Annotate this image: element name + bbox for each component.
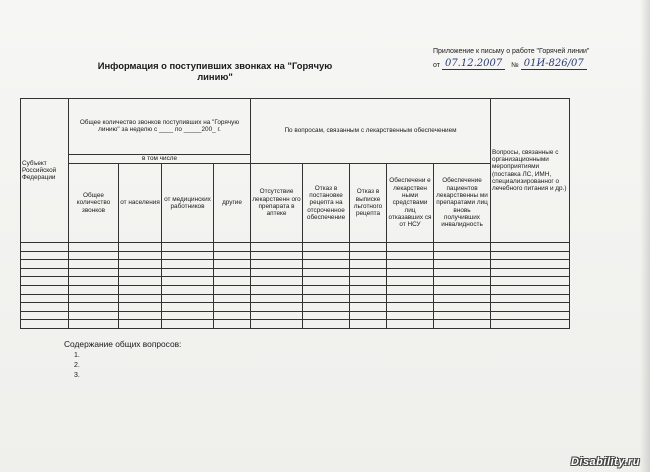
table-cell — [69, 320, 119, 329]
list-item: 3. — [74, 372, 80, 379]
general-questions-list — [74, 351, 80, 381]
header-sub-other: другие — [214, 163, 251, 242]
table-cell — [350, 243, 387, 252]
table-cell — [251, 303, 303, 312]
table-cell — [21, 268, 69, 277]
table-cell — [434, 243, 491, 252]
table-cell — [214, 268, 251, 277]
table-cell — [303, 243, 350, 252]
document-title: Информация о поступивших звонках на "Горячую линию" — [97, 60, 333, 82]
table-cell — [214, 294, 251, 303]
table-cell — [303, 260, 350, 269]
header-drug-nsu: Обеспечени е лекарствен ными средствами лиц отказавших ся от НСУ — [387, 163, 434, 242]
table-cell — [214, 243, 251, 252]
table-cell — [251, 294, 303, 303]
table-row — [21, 277, 570, 286]
appendix-date-number — [433, 59, 633, 70]
header-including: в том числе — [69, 154, 251, 163]
table-cell — [162, 320, 214, 329]
table-cell — [119, 251, 162, 260]
table-cell — [251, 251, 303, 260]
header-sub-medical: от медицинских работников — [162, 163, 214, 242]
handwritten-number: 01И-826/07 — [521, 59, 587, 70]
table-cell — [491, 303, 570, 312]
table-cell — [119, 243, 162, 252]
table-cell — [214, 311, 251, 320]
table-cell — [21, 294, 69, 303]
table-cell — [303, 286, 350, 295]
list-item: 1. — [74, 352, 80, 359]
table-cell — [162, 251, 214, 260]
table-cell — [119, 268, 162, 277]
table-cell — [251, 320, 303, 329]
table-cell — [303, 277, 350, 286]
table-cell — [491, 251, 570, 260]
table-cell — [251, 286, 303, 295]
table-cell — [119, 320, 162, 329]
header-sub-total: Общее количество звонков — [69, 163, 119, 242]
table-cell — [350, 294, 387, 303]
table-cell — [434, 251, 491, 260]
table-cell — [350, 260, 387, 269]
table-cell — [21, 303, 69, 312]
table-row — [21, 320, 570, 329]
table-cell — [214, 251, 251, 260]
table-cell — [491, 260, 570, 269]
table-cell — [162, 294, 214, 303]
table-cell — [162, 311, 214, 320]
table-cell — [434, 268, 491, 277]
table-cell — [162, 260, 214, 269]
table-cell — [21, 320, 69, 329]
list-item: 2. — [74, 362, 80, 369]
table-cell — [214, 277, 251, 286]
table-cell — [350, 311, 387, 320]
table-cell — [491, 320, 570, 329]
header-organizational: Вопросы, связанные с организационными мероприятиями (поставка ЛС, ИМН, специализированног о лечебного питания и др.) — [491, 99, 570, 243]
table-cell — [69, 294, 119, 303]
table-cell — [214, 320, 251, 329]
table-cell — [303, 311, 350, 320]
header-drug-disabled: Обеспечение пациентов лекарственны ми препаратами лиц вновь получивших инвалидность — [434, 163, 491, 242]
table-cell — [162, 303, 214, 312]
site-watermark: Disability.ru — [570, 456, 640, 468]
table-cell — [303, 251, 350, 260]
table-cell — [434, 277, 491, 286]
header-total-calls: Общее количество звонков поступивших на "Горячую линию" за неделю с ____ по _____200_ г. — [69, 99, 251, 155]
table-cell — [69, 311, 119, 320]
handwritten-date: 07.12.2007 — [442, 59, 505, 70]
table-cell — [119, 277, 162, 286]
table-row — [21, 286, 570, 295]
header-drug-refusal-prescription: Отказ в выписке льготного рецепта — [350, 163, 387, 242]
table-cell — [214, 260, 251, 269]
table-cell — [69, 243, 119, 252]
table-cell — [434, 303, 491, 312]
table-row — [21, 251, 570, 260]
table-cell — [119, 311, 162, 320]
general-questions-heading: Содержание общих вопросов: — [64, 339, 182, 349]
table-cell — [491, 311, 570, 320]
table-cell — [387, 268, 434, 277]
table-cell — [434, 294, 491, 303]
table-cell — [162, 268, 214, 277]
table-row — [21, 294, 570, 303]
header-subject: Субъект Российской Федерации — [21, 99, 69, 243]
table-cell — [69, 286, 119, 295]
table-cell — [251, 277, 303, 286]
table-cell — [162, 277, 214, 286]
table-cell — [491, 286, 570, 295]
table-cell — [119, 286, 162, 295]
table-cell — [69, 268, 119, 277]
table-cell — [21, 311, 69, 320]
table-cell — [21, 251, 69, 260]
table-cell — [387, 320, 434, 329]
table-cell — [350, 251, 387, 260]
table-cell — [387, 251, 434, 260]
table-row — [21, 260, 570, 269]
number-label: № — [511, 62, 519, 69]
table-cell — [303, 294, 350, 303]
table-cell — [350, 320, 387, 329]
table-cell — [119, 303, 162, 312]
table-cell — [387, 294, 434, 303]
appendix-line: Приложение к письму о работе "Горячей линии" — [433, 48, 590, 55]
table-cell — [350, 286, 387, 295]
table-cell — [303, 320, 350, 329]
table-cell — [434, 286, 491, 295]
table-cell — [21, 243, 69, 252]
from-label: от — [433, 62, 440, 69]
table-cell — [162, 286, 214, 295]
table-row — [21, 303, 570, 312]
table-cell — [387, 286, 434, 295]
table-cell — [214, 303, 251, 312]
table-cell — [69, 251, 119, 260]
table-cell — [350, 303, 387, 312]
table-cell — [21, 286, 69, 295]
table-cell — [387, 303, 434, 312]
header-drug-absence: Отсутствие лекарственн ого препарата в аптеке — [251, 163, 303, 242]
calls-table — [20, 98, 570, 329]
table-cell — [350, 268, 387, 277]
table-row — [21, 311, 570, 320]
table-cell — [434, 311, 491, 320]
table-cell — [69, 260, 119, 269]
table-cell — [21, 277, 69, 286]
table-cell — [251, 311, 303, 320]
header-sub-population: от населения — [119, 163, 162, 242]
table-cell — [251, 268, 303, 277]
table-cell — [303, 303, 350, 312]
table-cell — [350, 277, 387, 286]
appendix-note — [433, 47, 633, 70]
table-cell — [251, 260, 303, 269]
header-drug-supply: По вопросам, связанным с лекарственным обеспечением — [251, 99, 491, 164]
table-cell — [387, 311, 434, 320]
table-cell — [303, 268, 350, 277]
table-row — [21, 243, 570, 252]
table-cell — [491, 243, 570, 252]
table-cell — [69, 277, 119, 286]
table-row — [21, 268, 570, 277]
table-cell — [491, 277, 570, 286]
table-cell — [21, 260, 69, 269]
table-cell — [119, 260, 162, 269]
table-cell — [251, 243, 303, 252]
table-cell — [491, 268, 570, 277]
table-cell — [69, 303, 119, 312]
table-cell — [119, 294, 162, 303]
table-cell — [434, 260, 491, 269]
table-cell — [214, 286, 251, 295]
table-cell — [387, 277, 434, 286]
header-drug-refusal-deferred: Отказ в постановке рецепта на отсроченное обеспечение — [303, 163, 350, 242]
scan-edge-shadow — [640, 0, 650, 472]
table-cell — [387, 243, 434, 252]
table-cell — [162, 243, 214, 252]
table-cell — [491, 294, 570, 303]
table-cell — [434, 320, 491, 329]
table-cell — [387, 260, 434, 269]
